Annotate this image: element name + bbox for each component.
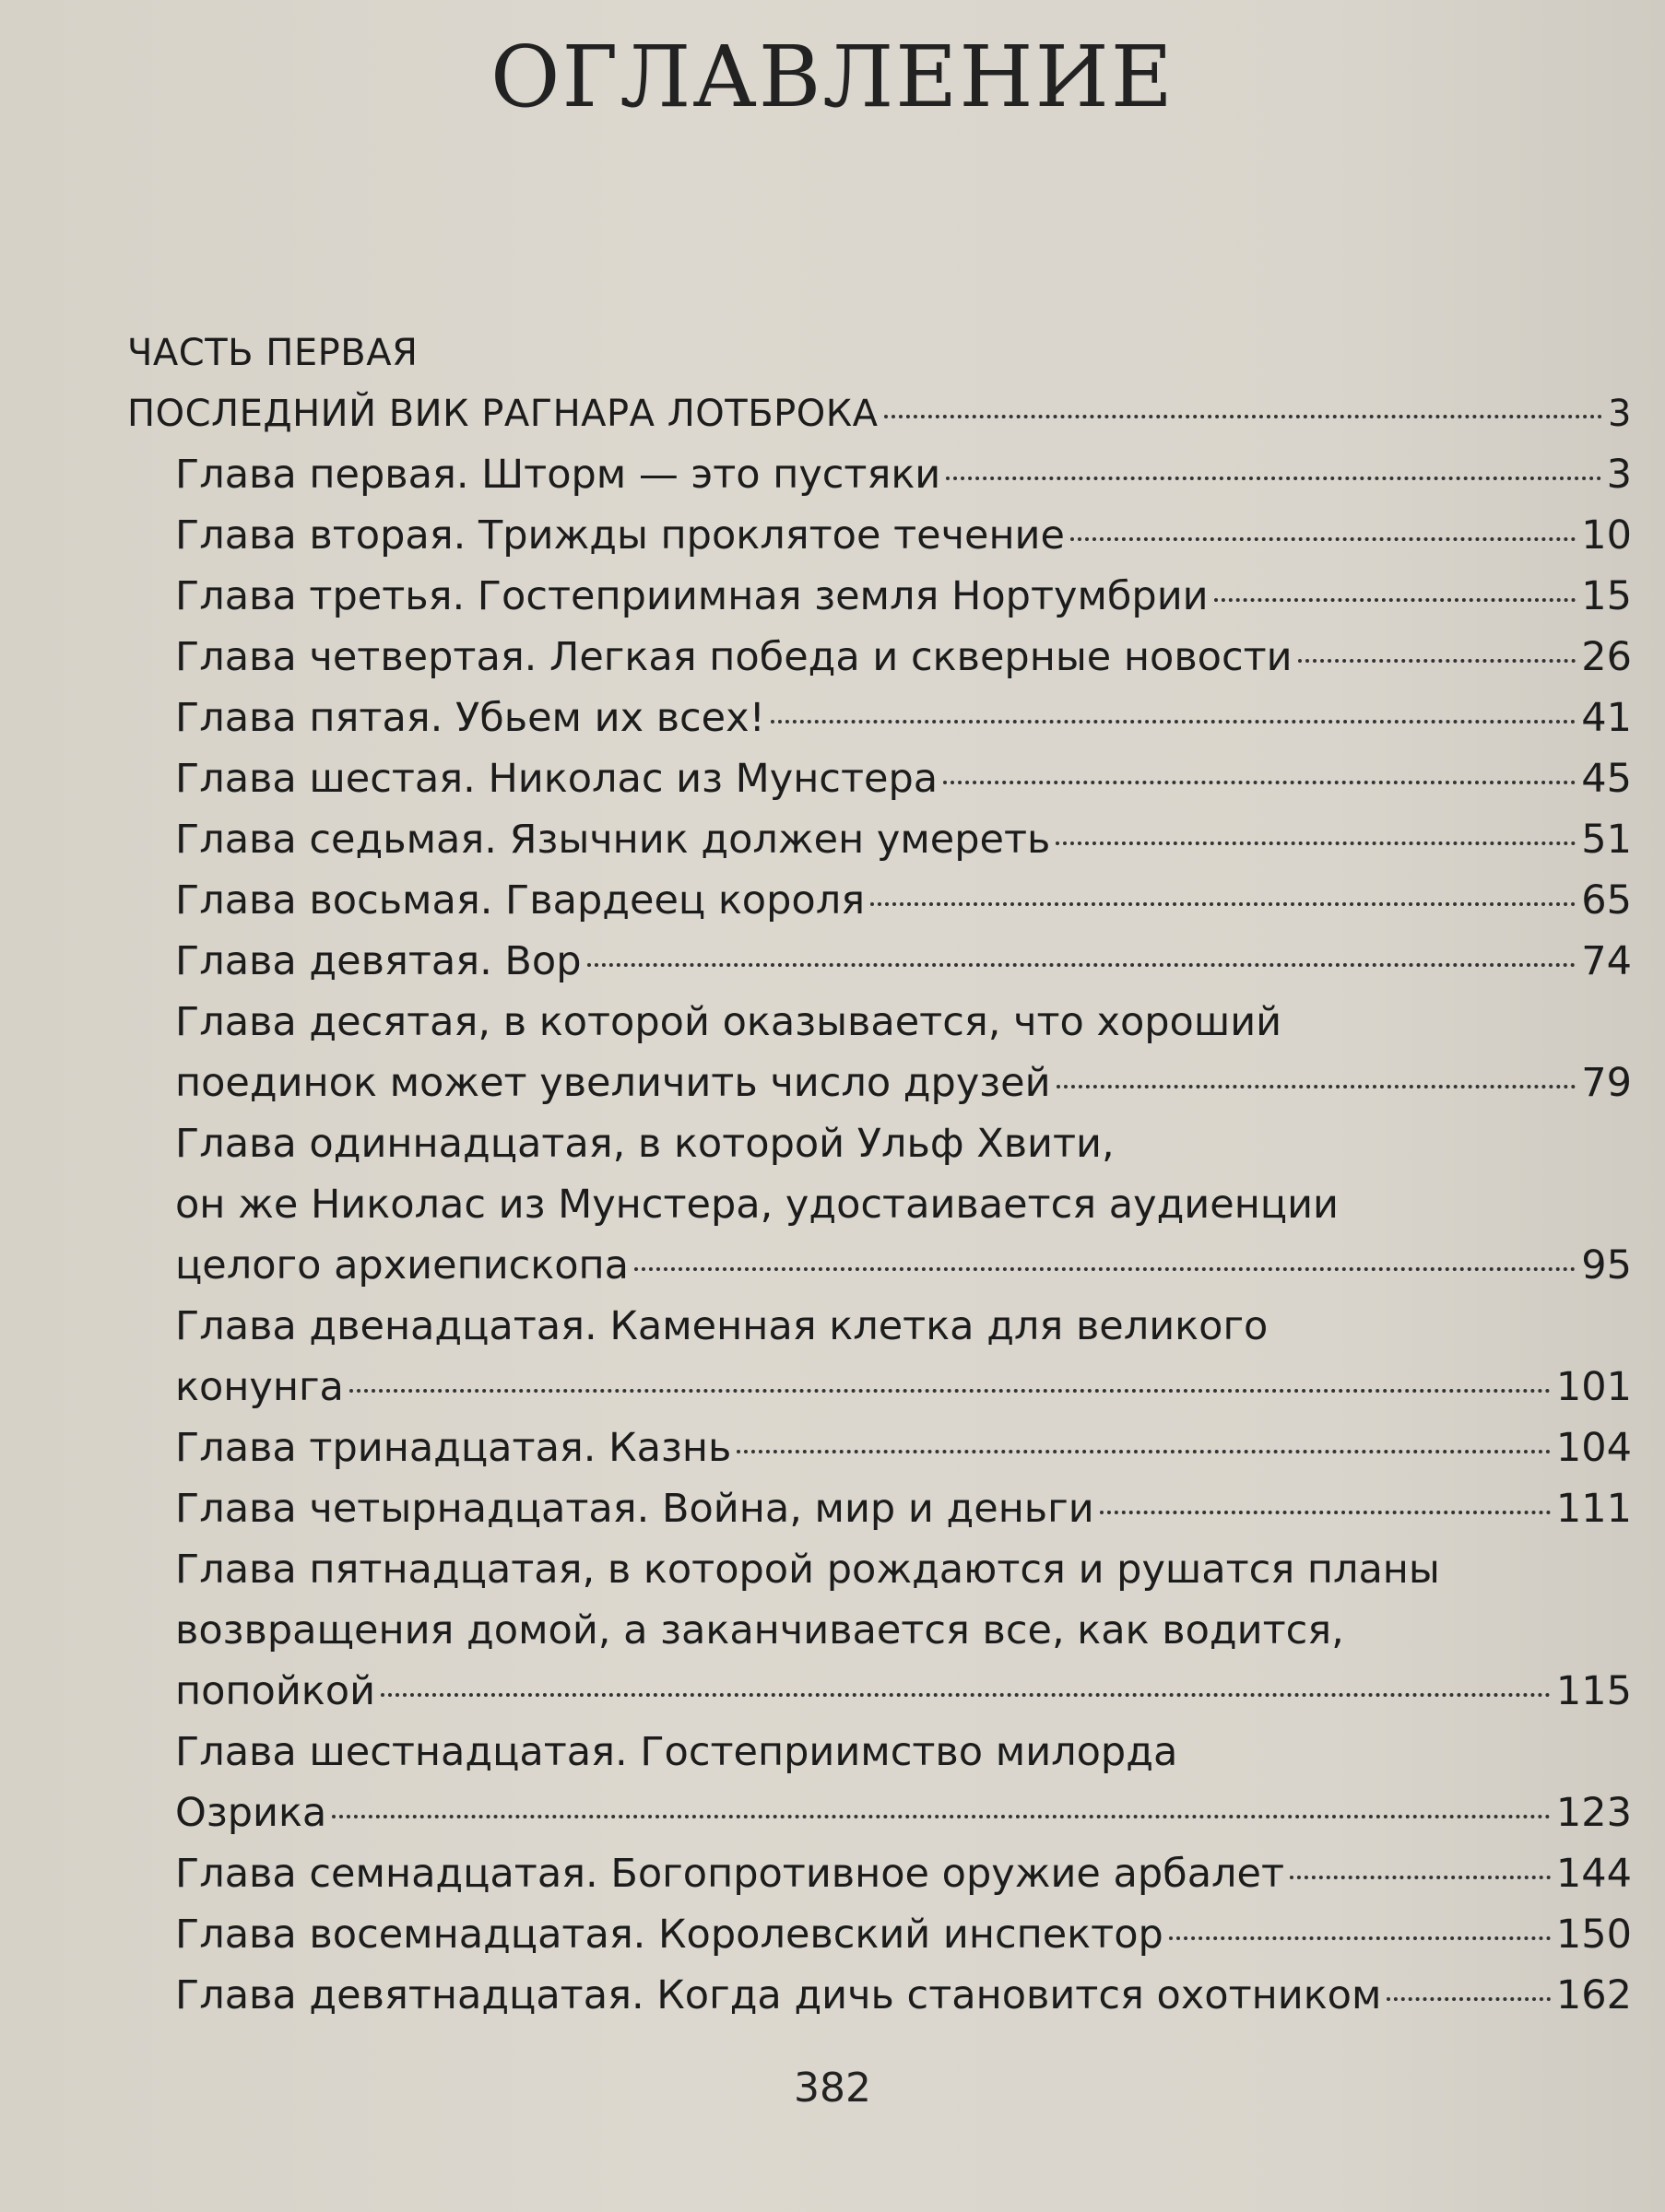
dot-leader	[332, 1815, 1551, 1818]
part-subtitle: ПОСЛЕДНИЙ ВИК РАГНАРА ЛОТБРОКА	[127, 393, 879, 435]
chapter-title: Глава девятнадцатая. Когда дичь становится охотником	[175, 1972, 1382, 2018]
chapter-title: Глава четырнадцатая. Война, мир и деньги	[175, 1486, 1094, 1532]
page-ref: 104	[1555, 1425, 1632, 1471]
toc-entry	[127, 1904, 1632, 1965]
toc-entry	[127, 870, 1632, 931]
toc-line	[127, 505, 1632, 566]
toc-entry	[127, 505, 1632, 566]
chapter-title: Глава первая. Шторм — это пустяки	[175, 452, 941, 498]
toc-entry	[127, 1539, 1632, 1722]
toc-entry	[127, 809, 1632, 870]
part-heading: ЧАСТЬ ПЕРВАЯ	[127, 332, 419, 374]
page-ref: 10	[1581, 512, 1632, 559]
dot-leader	[1298, 659, 1576, 663]
page-ref: 45	[1581, 756, 1632, 802]
toc-line	[127, 1053, 1632, 1113]
toc-entry	[127, 1418, 1632, 1478]
page-ref: 51	[1581, 817, 1632, 863]
dot-leader	[634, 1267, 1576, 1271]
toc-line	[127, 992, 1632, 1053]
toc-entry	[127, 1965, 1632, 2026]
dot-leader	[1387, 1997, 1551, 2001]
page-ref: 26	[1581, 634, 1632, 680]
chapter-title: Глава седьмая. Язычник должен умереть	[175, 817, 1051, 863]
toc-line	[127, 1783, 1632, 1843]
toc-entry	[127, 1113, 1632, 1296]
toc-line	[127, 1296, 1632, 1357]
toc-line	[127, 1478, 1632, 1539]
toc-line	[127, 688, 1632, 748]
chapter-title: Озрика	[175, 1790, 327, 1836]
page-ref: 111	[1555, 1486, 1632, 1532]
toc-entry	[127, 748, 1632, 809]
toc-line	[127, 566, 1632, 627]
toc-entry	[127, 444, 1632, 505]
dot-leader	[946, 477, 1600, 480]
page-number: 382	[794, 2065, 871, 2112]
toc-line	[127, 1661, 1632, 1722]
toc-entry	[127, 1722, 1632, 1843]
toc-line	[127, 1600, 1632, 1661]
toc-line	[127, 1357, 1632, 1418]
toc-entry	[127, 1478, 1632, 1539]
toc-line	[127, 1539, 1632, 1600]
toc-line	[127, 809, 1632, 870]
page-ref: 41	[1581, 695, 1632, 741]
toc-line	[127, 1904, 1632, 1965]
page-ref: 65	[1581, 877, 1632, 924]
toc-entry	[127, 688, 1632, 748]
dot-leader	[884, 415, 1603, 418]
toc-entry	[127, 1296, 1632, 1418]
chapter-title: он же Николас из Мунстера, удостаивается аудиенции	[175, 1182, 1339, 1228]
dot-leader	[1290, 1876, 1551, 1879]
page-ref: 150	[1555, 1912, 1632, 1958]
chapter-title: Глава восьмая. Гвардеец короля	[175, 877, 866, 924]
toc-line	[127, 931, 1632, 992]
dot-leader	[771, 720, 1576, 724]
page-ref: 162	[1555, 1972, 1632, 2018]
chapter-title: возвращения домой, а заканчивается все, как водится,	[175, 1607, 1344, 1653]
toc-line	[127, 1965, 1632, 2026]
chapter-title: целого архиепископа	[175, 1242, 630, 1288]
page-ref: 95	[1581, 1242, 1632, 1288]
toc-entry	[127, 627, 1632, 688]
chapter-title: Глава восемнадцатая. Королевский инспектор	[175, 1912, 1163, 1958]
toc-line	[127, 1843, 1632, 1904]
page-ref: 3	[1606, 452, 1632, 498]
chapter-title: Глава шестнадцатая. Гостеприимство милорда	[175, 1729, 1178, 1775]
page-ref: 79	[1581, 1060, 1632, 1106]
toc-entry	[127, 1843, 1632, 1904]
page-ref: 123	[1555, 1790, 1632, 1836]
toc-line	[127, 1418, 1632, 1478]
page-ref: 115	[1555, 1668, 1632, 1714]
chapter-title: Глава тринадцатая. Казнь	[175, 1425, 732, 1471]
toc-line	[127, 748, 1632, 809]
chapter-title: Глава пятнадцатая, в которой рождаются и рушатся планы	[175, 1547, 1440, 1593]
chapter-list	[127, 444, 1632, 2026]
toc-line	[127, 1113, 1632, 1174]
chapter-title: Глава пятая. Убьем их всех!	[175, 695, 765, 741]
page-ref: 101	[1555, 1364, 1632, 1410]
dot-leader	[943, 781, 1576, 784]
chapter-title: Глава девятая. Вор	[175, 938, 582, 984]
page-ref: 15	[1581, 573, 1632, 619]
dot-leader	[1214, 598, 1576, 602]
chapter-title: Глава одиннадцатая, в которой Ульф Хвити,	[175, 1121, 1115, 1167]
chapter-title: Глава десятая, в которой оказывается, что хороший	[175, 999, 1282, 1045]
part-subtitle-entry	[127, 383, 1632, 444]
chapter-title: попойкой	[175, 1668, 376, 1714]
chapter-title: Глава шестая. Николас из Мунстера	[175, 756, 939, 802]
toc-entry	[127, 931, 1632, 992]
chapter-title: конунга	[175, 1364, 344, 1410]
dot-leader	[870, 902, 1576, 906]
chapter-title: Глава третья. Гостеприимная земля Нортумбрии	[175, 573, 1209, 619]
toc-line	[127, 627, 1632, 688]
chapter-title: поединок может увеличить число друзей	[175, 1060, 1051, 1106]
dot-leader	[349, 1389, 1551, 1393]
dot-leader	[1070, 537, 1576, 541]
page-ref: 74	[1581, 938, 1632, 984]
toc-entry	[127, 566, 1632, 627]
page-title: ОГЛАВЛЕНИЕ	[490, 28, 1175, 126]
chapter-title: Глава четвертая. Легкая победа и скверные новости	[175, 634, 1293, 680]
dot-leader	[1100, 1511, 1551, 1514]
page-ref: 3	[1608, 393, 1632, 435]
table-of-contents	[127, 323, 1632, 2026]
dot-leader	[381, 1693, 1551, 1697]
toc-line	[127, 870, 1632, 931]
toc-line	[127, 1174, 1632, 1235]
dot-leader	[1057, 1085, 1576, 1088]
toc-line	[127, 1722, 1632, 1783]
chapter-title: Глава вторая. Трижды проклятое течение	[175, 512, 1065, 559]
dot-leader	[1056, 841, 1576, 845]
dot-leader	[1169, 1936, 1551, 1940]
toc-entry	[127, 992, 1632, 1113]
dot-leader	[737, 1450, 1551, 1453]
toc-line	[127, 444, 1632, 505]
dot-leader	[587, 963, 1576, 967]
page-ref: 144	[1555, 1851, 1632, 1897]
toc-line	[127, 1235, 1632, 1296]
chapter-title: Глава двенадцатая. Каменная клетка для великого	[175, 1303, 1269, 1349]
chapter-title: Глава семнадцатая. Богопротивное оружие арбалет	[175, 1851, 1285, 1897]
